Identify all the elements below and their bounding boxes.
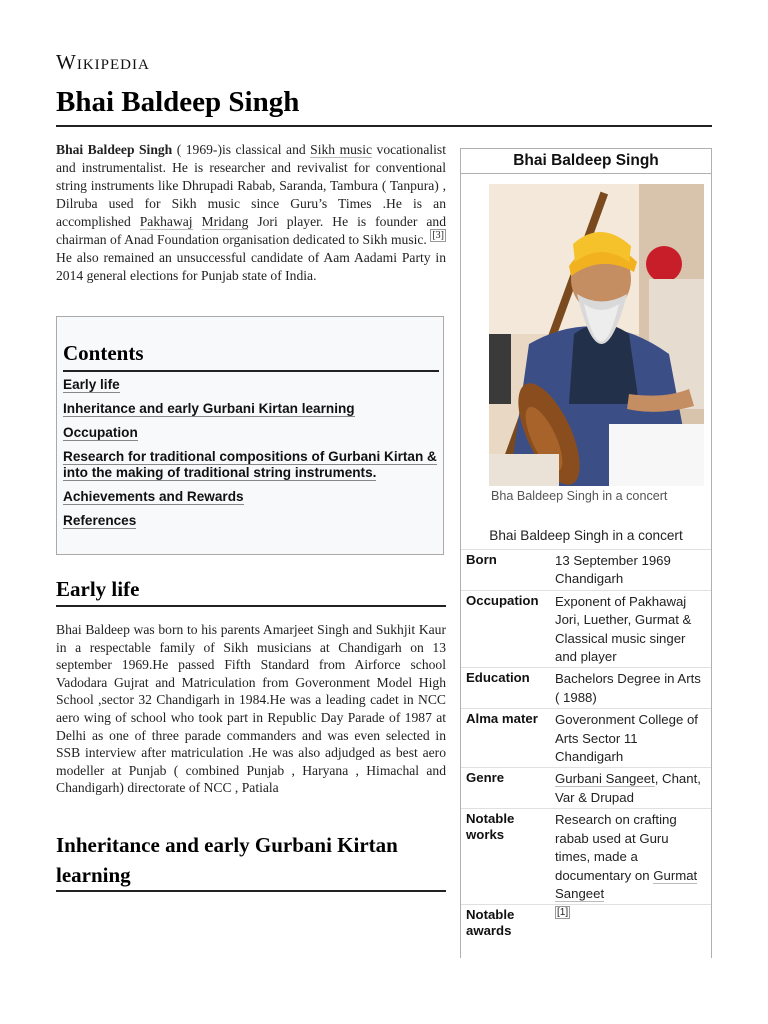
- infobox: [460, 148, 712, 958]
- infobox-value: Exponent of Pakhawaj Jori, Luether, Gurmat & Classical music singer and player: [555, 593, 692, 665]
- section-heading-inheritance: Inheritance and early Gurbani Kirtan learning: [56, 833, 398, 887]
- infobox-value: 13 September 1969 Chandigarh: [555, 553, 671, 587]
- infobox-row-notable-awards: [461, 904, 711, 940]
- link-sikh-music[interactable]: Sikh music: [310, 142, 373, 157]
- portrait-photo[interactable]: [489, 184, 704, 486]
- lead-subject-name: Bhai Baldeep Singh: [56, 142, 173, 157]
- infobox-label: Education: [466, 670, 530, 686]
- lead-text-4: He also remained an unsuccessful candidate of Aam Aadami Party in 2014 general elections for Punjab state of India.: [56, 250, 446, 283]
- infobox-row-education: [461, 667, 711, 708]
- infobox-label: Notable works: [466, 811, 515, 843]
- infobox-label: Born: [466, 552, 497, 567]
- section-divider-early-life: [56, 605, 446, 607]
- lead-text-1: ( 1969-)is classical and: [172, 142, 311, 157]
- notable-works-text: Research on crafting rabab used at Guru times, made a documentary on: [555, 812, 677, 883]
- infobox-title: Bhai Baldeep Singh: [461, 149, 711, 174]
- toc-item-references[interactable]: References: [63, 513, 137, 528]
- toc-item-occupation[interactable]: Occupation: [63, 425, 138, 440]
- infobox-row-occupation: [461, 590, 711, 668]
- infobox-value: Goveronment College of Arts Sector 11 Chandigarh: [555, 712, 698, 765]
- infobox-label: Alma mater: [466, 711, 538, 727]
- genre-text: , Chant, Var & Drupad: [555, 771, 701, 805]
- infobox-value: [555, 907, 709, 939]
- section-divider-inheritance: [56, 890, 446, 892]
- section-heading-early-life: Early life: [56, 577, 140, 601]
- infobox-label: Notable awards: [466, 907, 515, 939]
- title-divider: [56, 125, 712, 127]
- infobox-label: Genre: [466, 770, 505, 786]
- toc-title: Contents: [63, 341, 439, 372]
- infobox-value: [555, 811, 709, 903]
- toc-item-early-life[interactable]: Early life: [63, 377, 120, 392]
- table-of-contents: [56, 316, 444, 555]
- lead-text-2: vocationalist and instrumentalist. He is researcher and revivalist for conventional string instruments like Dhrupadi Rabab, Saranda, Tambura ( Tanpura) , Dilruba used for Sikh music since Guru’s Times .He is an accomplished: [56, 142, 446, 229]
- toc-item-research[interactable]: Research for traditional compositions of Gurbani Kirtan & into the making of traditional string instruments.: [63, 449, 437, 480]
- photo-caption: Bha Baldeep Singh in a concert: [491, 489, 668, 503]
- link-gurmat-sangeet[interactable]: Gurmat Sangeet: [555, 867, 698, 901]
- infobox-value: Bachelors Degree in Arts ( 1988): [555, 671, 701, 705]
- infobox-rows: [461, 549, 711, 940]
- lead-paragraph: [56, 141, 446, 285]
- infobox-label: Occupation: [466, 592, 539, 608]
- infobox-row-born: [461, 549, 711, 590]
- infobox-row-alma-mater: [461, 708, 711, 767]
- infobox-row-notable-works: [461, 808, 711, 904]
- toc-list: [63, 377, 439, 537]
- lead-text-3: Jori player. He is founder and chairman of Anad Foundation organisation dedicated to Sikh music.: [56, 214, 446, 247]
- infobox-caption: Bhai Baldeep Singh in a concert: [489, 528, 683, 543]
- toc-item-inheritance[interactable]: Inheritance and early Gurbani Kirtan learning: [63, 401, 355, 416]
- link-pakhawaj[interactable]: Pakhawaj: [139, 214, 193, 229]
- infobox-value: [555, 770, 709, 807]
- page-title: Bhai Baldeep Singh: [56, 86, 300, 118]
- infobox-row-genre: [461, 767, 711, 808]
- early-life-paragraph: Bhai Baldeep was born to his parents Amarjeet Singh and Sukhjit Kaur in a respectable family of Sikh musicians at Chandigarh on 13 september 1969.He passed Fifth Standard from Airforce school Vadodara Gujrat and Matriculation from Goveronment Model High School ,sector 32 Chandigarh in 1984.He was a leading cadet in NCC aero wing of school who took part in Republic Day Parade of 1987 at Delhi as one of three parade commanders and was even selected in SSB interview after matriculation .He was also adjudged as best aero modeller at Punjab ( combined Punjab , Haryana , Himachal and Chandigarh) directorate of NCC , Patiala: [56, 622, 446, 796]
- reference-link-1[interactable]: [1]: [557, 906, 569, 918]
- link-gurbani-sangeet[interactable]: Gurbani Sangeet: [555, 771, 655, 787]
- link-mridang[interactable]: Mridang: [201, 214, 249, 229]
- reference-link-3[interactable]: [3]: [432, 230, 444, 242]
- toc-item-achievements[interactable]: Achievements and Rewards: [63, 489, 244, 504]
- wikipedia-logo[interactable]: Wikipedia: [56, 50, 150, 74]
